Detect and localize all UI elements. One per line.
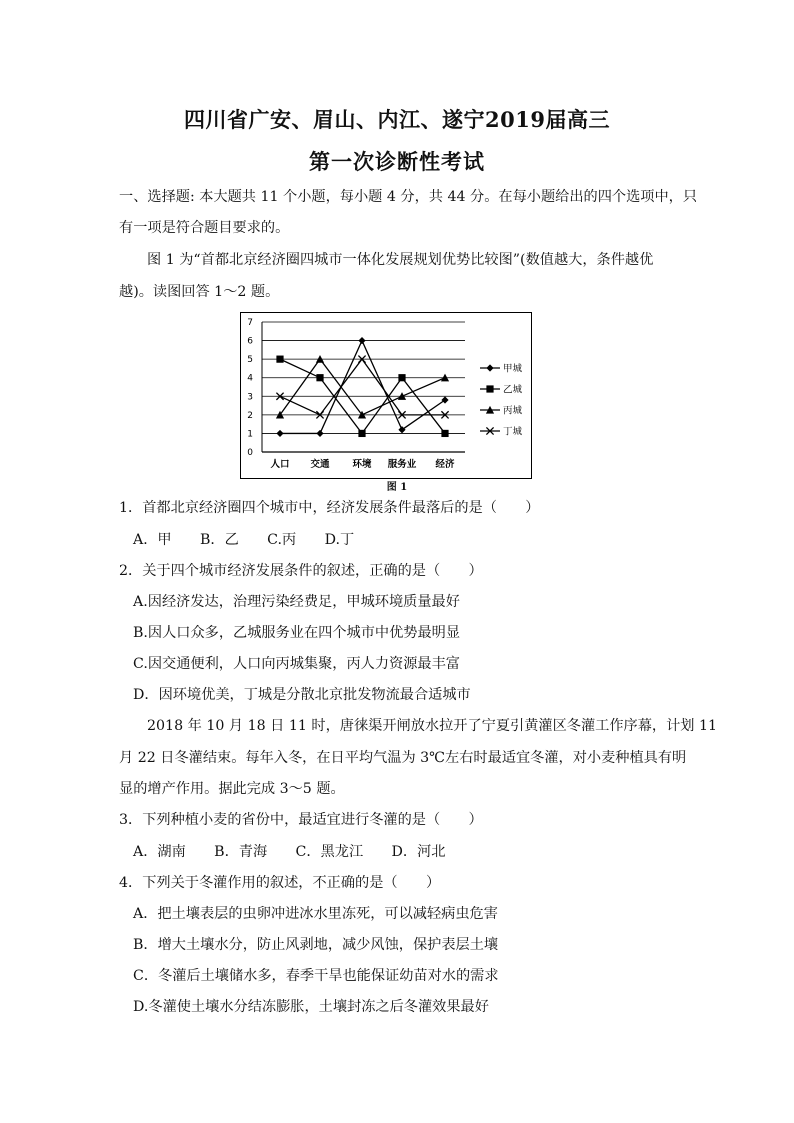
figure-intro-line2: 越)。读图回答 1～2 题。 — [119, 284, 280, 300]
series-line-4 — [280, 359, 445, 415]
data-point-2-5 — [441, 430, 448, 437]
legend-label-3: 丙城 — [503, 405, 523, 417]
data-point-1-1 — [276, 430, 283, 437]
exam-title-line2: 第一次诊断性考试 — [309, 149, 485, 174]
y-tick-label: 4 — [247, 373, 253, 384]
question-4-option-a: A．把土壤表层的虫卵冲进冰水里冻死，可以减轻病虫危害 — [133, 906, 498, 922]
figure-intro-line1: 图 1 为“首都北京经济圈四城市一体化发展规划优势比较图”(数值越大，条件越优 — [147, 252, 654, 268]
passage-line1: 2018 年 10 月 18 日 11 时，唐徕渠开闸放水拉开了宁夏引黄灌区冬灌工作序幕，计划 11 — [147, 718, 718, 734]
passage-line3: 显的增产作用。据此完成 3～5 题。 — [119, 781, 345, 797]
question-2-stem: 2．关于四个城市经济发展条件的叙述，正确的是（ ） — [119, 563, 483, 579]
legend-label-1: 甲城 — [503, 363, 523, 375]
passage-line2: 月 22 日冬灌结束。每年入冬，在日平均气温为 3℃左右时最适宜冬灌，对小麦种植具有明 — [119, 750, 687, 766]
legend-label-4: 丁城 — [503, 426, 523, 438]
question-4-stem: 4．下列关于冬灌作用的叙述，不正确的是（ ） — [119, 875, 441, 891]
question-2-option-a: A.因经济发达，治理污染经费足，甲城环境质量最好 — [133, 594, 460, 610]
y-tick-label: 6 — [247, 336, 253, 347]
question-4-option-b: B．增大土壤水分，防止风剥地，减少风蚀，保护表层土壤 — [133, 937, 499, 953]
x-tick-label: 交通 — [310, 459, 330, 470]
exam-title-line1: 四川省广安、眉山、内江、遂宁2019届高三 — [184, 107, 610, 132]
x-tick-label: 环境 — [352, 459, 372, 470]
y-tick-label: 5 — [247, 355, 253, 366]
legend-label-2: 乙城 — [503, 384, 523, 396]
legend-marker-1 — [486, 364, 493, 371]
question-3-stem: 3．下列种植小麦的省份中，最适宜进行冬灌的是（ ） — [119, 812, 483, 828]
question-2-option-d: D．因环境优美，丁城是分散北京批发物流最合适城市 — [133, 687, 471, 703]
y-tick-label: 2 — [247, 410, 253, 421]
x-tick-label: 服务业 — [387, 459, 417, 470]
data-point-1-3 — [358, 337, 365, 344]
city-comparison-chart — [240, 312, 532, 479]
y-tick-label: 1 — [247, 429, 253, 440]
section-intro-line1: 一、选择题: 本大题共 11 个小题，每小题 4 分，共 44 分。在每小题给出的四个选项中，只 — [119, 189, 698, 205]
data-point-2-4 — [398, 374, 405, 381]
section-intro-line2: 有一项是符合题目要求的。 — [119, 220, 290, 236]
data-point-2-2 — [316, 374, 323, 381]
data-point-1-2 — [316, 430, 323, 437]
y-tick-label: 0 — [247, 448, 253, 458]
question-2-option-c: C.因交通便利，人口向丙城集聚，丙人力资源最丰富 — [133, 656, 460, 672]
figure-caption: 图 1 — [386, 482, 408, 493]
question-4-option-c: C．冬灌后土壤储水多，春季干旱也能保证幼苗对水的需求 — [133, 968, 499, 984]
series-line-3 — [280, 359, 445, 415]
question-2-option-b: B.因人口众多，乙城服务业在四个城市中优势最明显 — [133, 625, 461, 641]
series-line-1 — [280, 341, 445, 434]
y-tick-label: 7 — [247, 318, 253, 328]
data-point-2-3 — [358, 430, 365, 437]
question-1-stem: 1．首都北京经济圈四个城市中，经济发展条件最落后的是（ ） — [119, 500, 540, 516]
x-tick-label: 经济 — [435, 459, 455, 470]
question-4-option-d: D.冬灌使土壤水分结冻膨胀，土壤封冻之后冬灌效果最好 — [133, 999, 489, 1015]
legend-marker-2 — [486, 385, 493, 392]
data-point-2-1 — [276, 356, 283, 363]
question-3-options: A．湖南 B．青海 C．黑龙江 D．河北 — [133, 844, 446, 860]
x-tick-label: 人口 — [270, 459, 290, 470]
question-1-options: A．甲 B．乙 C.丙 D.丁 — [133, 532, 355, 548]
y-tick-label: 3 — [247, 392, 253, 403]
